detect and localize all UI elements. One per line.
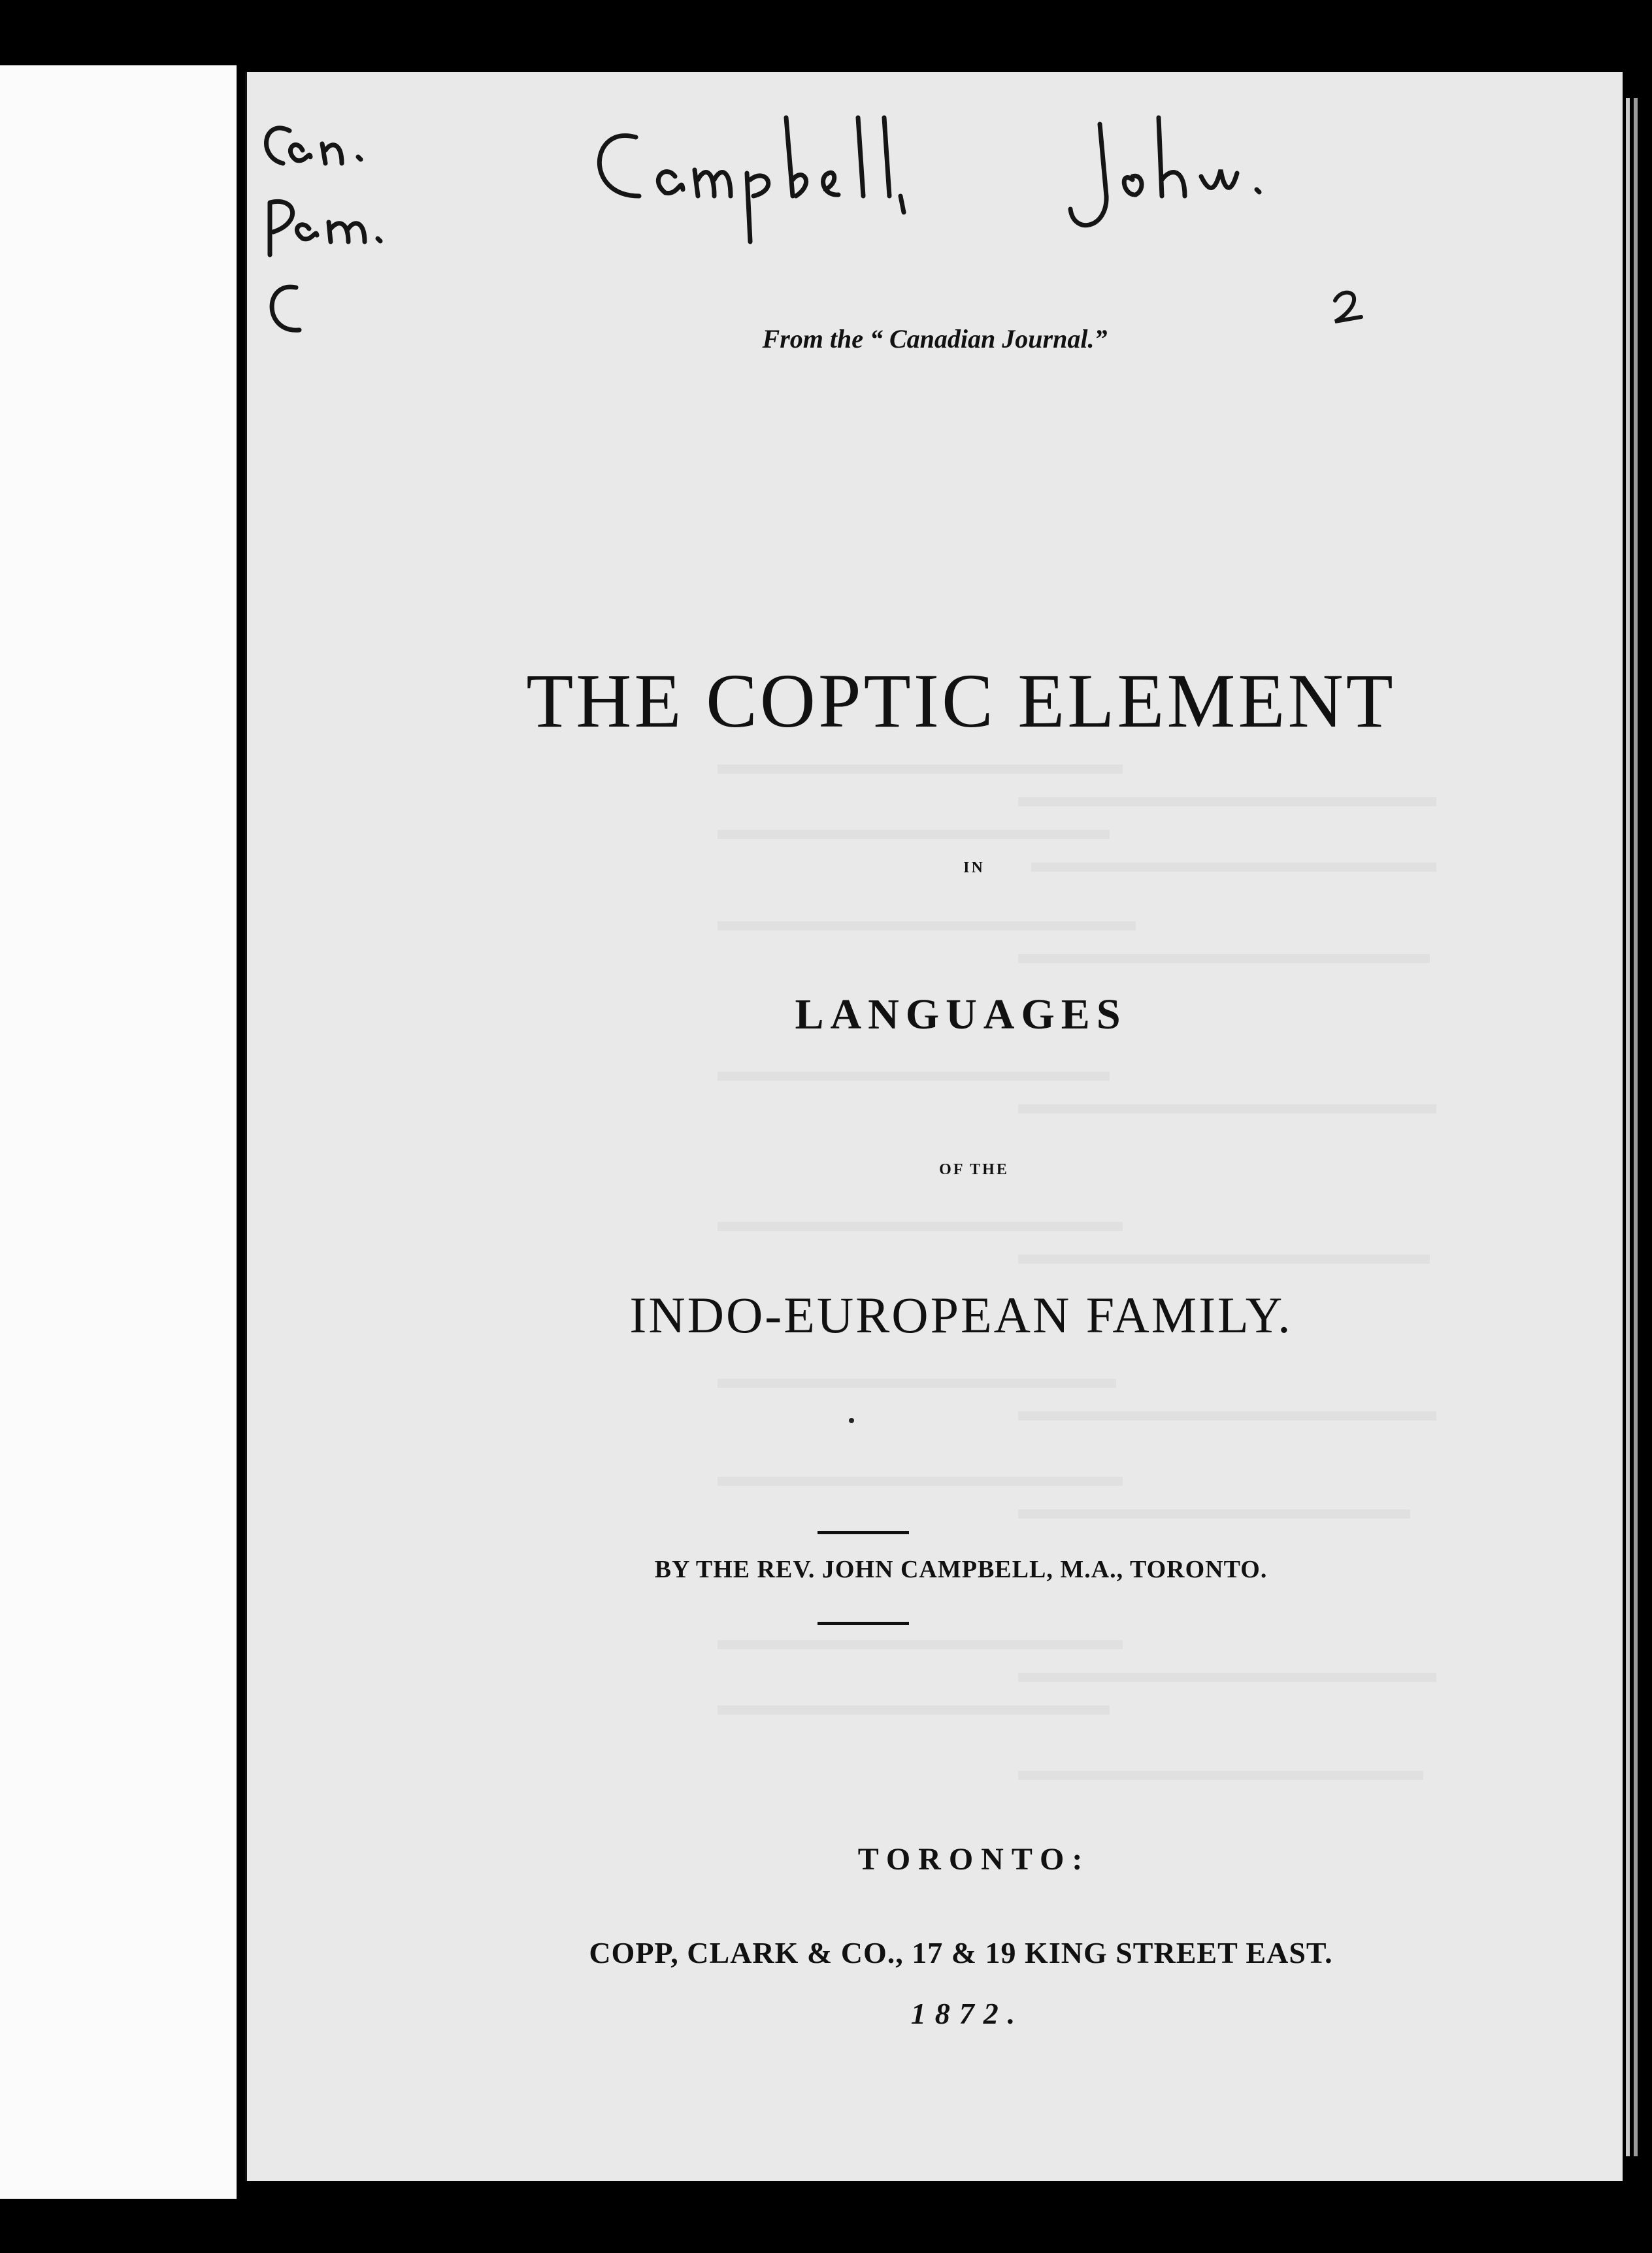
imprint-place: TORONTO:	[857, 1842, 1091, 1877]
imprint-publisher: COPP, CLARK & CO., 17 & 19 KING STREET EAST.	[589, 1936, 1333, 1969]
stray-dot	[849, 1418, 854, 1423]
imprint-year: 1872.	[910, 1997, 1025, 2030]
shelfmark-handwriting-drawing	[245, 91, 414, 340]
page-edge	[1634, 98, 1638, 2156]
title-line-languages: LANGUAGES	[795, 991, 1127, 1038]
author-byline: BY THE REV. JOHN CAMPBELL, M.A., TORONTO.	[654, 1556, 1268, 1583]
title-line-in: IN	[963, 859, 985, 876]
rule-below-byline	[818, 1622, 909, 1625]
title-line-indo-european-family: INDO-EUROPEAN FAMILY.	[629, 1287, 1293, 1343]
author-handwriting-drawing	[577, 98, 1361, 255]
source-note: From the “ Canadian Journal.”	[762, 324, 1108, 354]
title-page	[245, 72, 1623, 2181]
rule-above-byline	[818, 1531, 909, 1534]
title-line-coptic-element: THE COPTIC ELEMENT	[526, 658, 1396, 744]
title-line-of-the: OF THE	[939, 1161, 1009, 1178]
blank-flyleaf	[0, 65, 237, 2199]
page-edge	[1626, 98, 1630, 2156]
